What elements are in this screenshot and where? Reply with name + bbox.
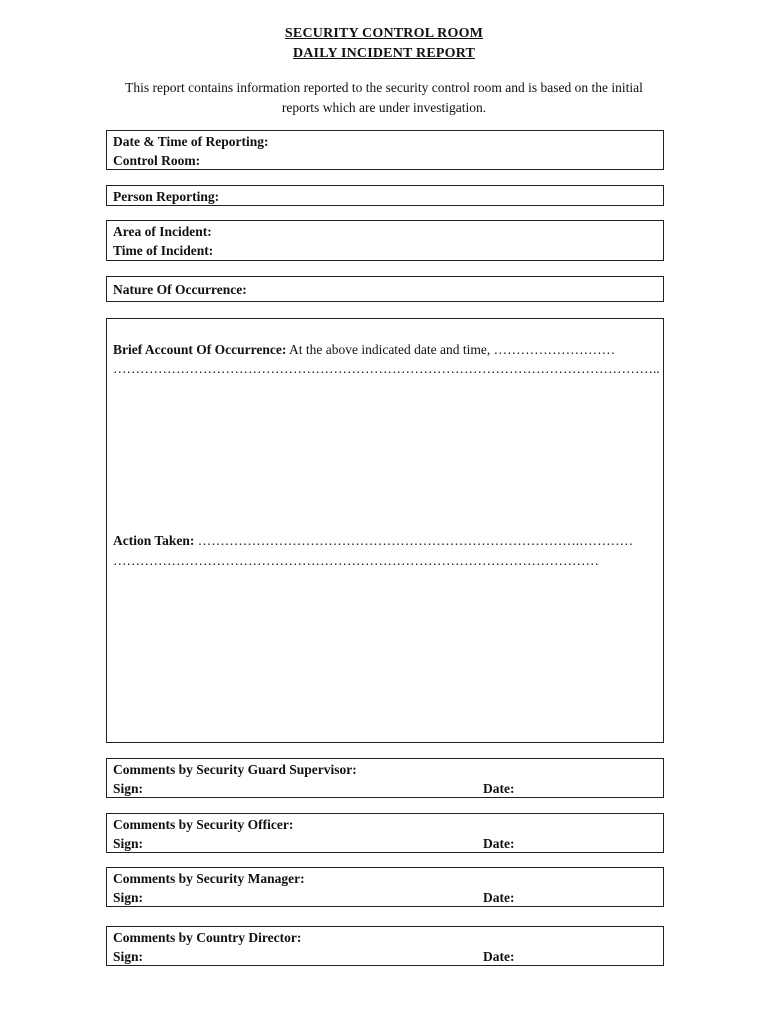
time-of-incident-label: Time of Incident: bbox=[113, 243, 214, 258]
account-section bbox=[106, 318, 664, 743]
report-subtitle: DAILY INCIDENT REPORT bbox=[292, 46, 476, 61]
comments-box-supervisor bbox=[106, 758, 664, 798]
date-time-reporting-label: Date & Time of Reporting: bbox=[113, 134, 269, 149]
sign-label: Sign: bbox=[113, 836, 144, 851]
brief-account-text: At the above indicated date and time, ……………………… bbox=[288, 342, 616, 357]
report-title: SECURITY CONTROL ROOM bbox=[284, 26, 484, 41]
date-label: Date: bbox=[483, 949, 515, 964]
person-reporting-section bbox=[106, 185, 664, 206]
brief-account-label: Brief Account Of Occurrence: bbox=[113, 342, 287, 357]
person-reporting-label: Person Reporting: bbox=[113, 189, 220, 204]
action-taken-dots: ……………………………………………………………………………………………… bbox=[113, 553, 599, 568]
comments-label: Comments by Security Officer: bbox=[113, 817, 294, 832]
comments-box-officer bbox=[106, 813, 664, 853]
reporting-section bbox=[106, 130, 664, 170]
sign-label: Sign: bbox=[113, 781, 144, 796]
date-label: Date: bbox=[483, 890, 515, 905]
sign-label: Sign: bbox=[113, 890, 144, 905]
comments-label: Comments by Country Director: bbox=[113, 930, 302, 945]
comments-label: Comments by Security Guard Supervisor: bbox=[113, 762, 357, 777]
action-taken-label: Action Taken: bbox=[113, 533, 195, 548]
sign-label: Sign: bbox=[113, 949, 144, 964]
comments-label: Comments by Security Manager: bbox=[113, 871, 305, 886]
comments-box-director bbox=[106, 926, 664, 966]
nature-section bbox=[106, 276, 664, 302]
comments-box-manager bbox=[106, 867, 664, 907]
area-of-incident-label: Area of Incident: bbox=[113, 224, 212, 239]
action-taken-text: ………………………………………………………………………….………… bbox=[197, 533, 634, 548]
action-taken-paragraph bbox=[113, 531, 661, 550]
control-room-label: Control Room: bbox=[113, 153, 201, 168]
report-intro: This report contains information reported to the security control room and is based on the initial reports which are under investigation. bbox=[125, 80, 643, 115]
incident-section bbox=[106, 220, 664, 261]
brief-account-dots: ………………………………………………………………………………………………………….. bbox=[113, 361, 660, 376]
date-label: Date: bbox=[483, 836, 515, 851]
date-label: Date: bbox=[483, 781, 515, 796]
brief-account-paragraph bbox=[113, 340, 661, 359]
nature-of-occurrence-label: Nature Of Occurrence: bbox=[113, 282, 247, 297]
